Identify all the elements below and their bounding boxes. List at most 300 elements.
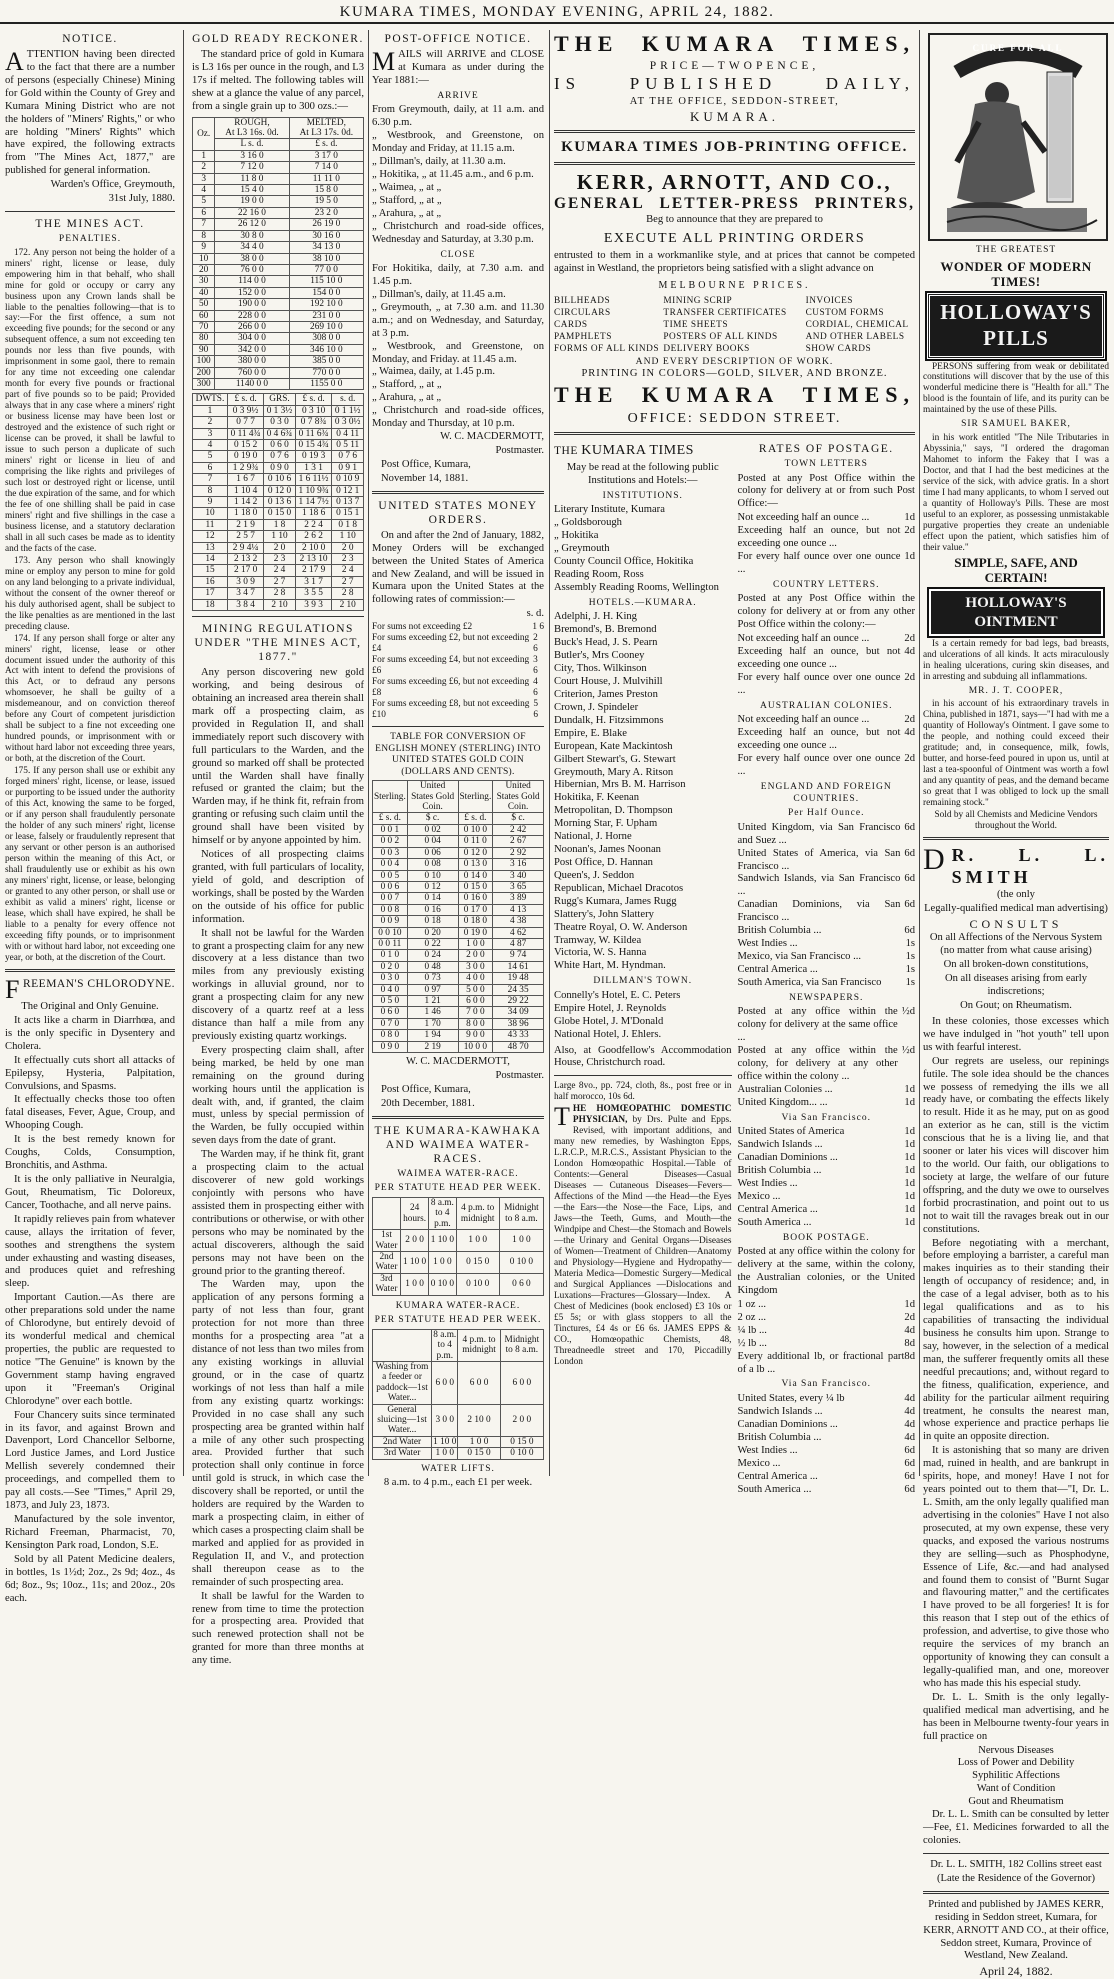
chlorodyne-text: It effectually cuts short all attacks of Epilepsy, Hysteria, Palpitation, Convulsions, and Spasms. bbox=[5, 1054, 175, 1092]
kerr-arnott-heading: KERR, ARNOTT, AND CO., bbox=[576, 169, 893, 194]
conversion-row: 0 0 6 0 12 0 15 0 3 65 bbox=[373, 881, 544, 892]
holloway-illustration bbox=[927, 32, 1105, 242]
ounce-row: 300 1140 0 0 1155 0 0 bbox=[193, 378, 364, 389]
arrive-line: From Greymouth, daily, at 11 a.m. and 6.30 p.m. bbox=[372, 104, 544, 129]
mines-act-heading: THE MINES ACT. bbox=[35, 218, 145, 231]
smith-line: On all Affections of the Nervous System (no matter from what cause arising) bbox=[929, 932, 1103, 957]
ounce-row: 90 342 0 0 346 10 0 bbox=[193, 344, 364, 355]
melbourne-prices: MELBOURNE PRICES. bbox=[658, 279, 811, 291]
money-orders-text: On and after the 2nd of January, 1882, Money Orders will be exchanged between the United States of America and New Zealand, and will be issued in Kumara upon the United States at the following rates of commission:— bbox=[372, 529, 544, 606]
section-175: 175. If any person shall use or exhibit any forged miners' right, license, or lease, issued or purporting to be issued under the authority of this Act, knowing the same to be forged, or if any person shall fraudulently personate the holder of any such miners' right, license or lease, falsely or fraudulently represent that any servant or other person is an authorised person within the meaning of this Act, or shall fraudulently use or exhibit as his own any miners' right, license, or lease, belonging or granted to any other person, or shall use or exhibit as valid a miners' right, license or lease, which shall have expired, he shall be liable to a penalty for every offence not exceeding fifty pounds, or to imprisonment with or without hard labor, not exceeding one year, or both, at the discretion of the Court. bbox=[5, 766, 175, 963]
waimea-row: 2nd Water 1 10 0 1 0 0 0 15 0 0 10 0 bbox=[373, 1251, 544, 1273]
conversion-title: Postmaster. bbox=[495, 1069, 544, 1081]
hotel-item: Dundalk, H. Fitzsimmons bbox=[554, 714, 664, 726]
smith-text: Our regrets are useless, our repinings futile. The sole idea should be the chances we possess of remedying the ills we all ready have, or combating the effects likely to result. Hide it as he may, put on as good an exterior as he can, still is the victim conscious that he is a living lie, and that sooner or later his vices will discover him to the world. Our faith, our obligations to society at large, the welfare of our future offspring, and the duty we owe to ourselves forbid procrastination, and point out to us not to wait till the ravages break out in our constitutions. bbox=[923, 1055, 1109, 1235]
close-line: „ Westbrook, and Greenstone, on Monday, and Friday. at 11.45 a.m. bbox=[372, 340, 544, 365]
hotel-item: Tramway, W. Kildea bbox=[554, 934, 642, 946]
postage-rate: 2 oz ... 2d bbox=[737, 1311, 915, 1323]
postage-rate: Mexico ... 6d bbox=[737, 1457, 915, 1469]
conversion-row: 0 8 0 1 94 9 0 0 43 33 bbox=[373, 1030, 544, 1041]
notice-heading: NOTICE. bbox=[62, 33, 118, 45]
dwt-row: 7 1 6 7 0 10 6 1 6 11½ 0 10 9 bbox=[193, 474, 364, 485]
hotel-item: Crown, J. Spindeler bbox=[554, 701, 639, 713]
close-line: „ Greymouth, „ at 7.30 a.m. and 11.30 a.m.; and on Wednesday, and Saturday, at 3 p.m. bbox=[372, 301, 544, 339]
imprint-date: April 24, 1882. bbox=[979, 1964, 1053, 1979]
conversion-row: 0 0 2 0 04 0 11 0 2 67 bbox=[373, 836, 544, 847]
kumara-race-table: 8 a.m. to 4 p.m. 4 p.m. to midnight Midnight to 8 a.m. Washing from a feeder or paddock—1st Water... 6 0 0 6 0 0 6 0 0 General sluicing—1st Water... 3 0 0 2 10 0 2 0 0 2nd Water 1 10 0 1 0 0 0 15 0 3rd Water 1 0 0 0 15 0 0 10 0 bbox=[372, 1329, 544, 1460]
hotel-item: Theatre Royal, O. W. Anderson bbox=[554, 921, 688, 933]
kumara-race-row: General sluicing—1st Water... 3 0 0 2 10 0 2 0 0 bbox=[373, 1404, 544, 1436]
notice-date: 31st July, 1880. bbox=[108, 193, 175, 205]
ounce-row: 30 114 0 0 115 10 0 bbox=[193, 276, 364, 287]
postage-rate: United States, every ¼ lb 4d bbox=[737, 1393, 915, 1405]
hotel-item: Court House, J. Mulvihill bbox=[554, 676, 663, 688]
postage-rate: Sandwich Islands, via San Francisco ... 6d bbox=[737, 873, 915, 898]
smith-text: Dr. L. L. Smith can be consulted by letter—Fee, £1. Medicines forwarded to all the colonies. bbox=[923, 1809, 1109, 1846]
conversion-row: 0 0 1 0 02 0 10 0 2 42 bbox=[373, 824, 544, 835]
close-line: „ Waimea, daily, at 1.45 p.m. bbox=[372, 366, 496, 378]
postage-rate: Sandwich Islands ... 1d bbox=[737, 1139, 915, 1151]
hotel-item: Republican, Michael Dracotos bbox=[554, 882, 684, 894]
section-174: 174. If any person shall forge or alter any miners' right, license, lease or other document issued under the authority of this Act with intent to defend the provisions of this Act, or to defraud any persons whomsoever, he shall be guilty of a misdemeanour, and on conviction thereof before any Court of competent jurisdiction shall be subject to a fine not exceeding one hundred pounds, or imprisonment with or without hard labor not exceeding three years, or both, at the discretion of the Court. bbox=[5, 633, 175, 765]
kumara-race-subheading: PER STATUTE HEAD PER WEEK. bbox=[374, 1315, 542, 1326]
institution-item: „ Hokitika bbox=[554, 530, 599, 542]
smith-line: On Gout; on Rheumatism. bbox=[960, 999, 1072, 1011]
ounce-row: 20 76 0 0 77 0 0 bbox=[193, 264, 364, 275]
conversion-table: Sterling. United States Gold Coin. Sterling. United States Gold Coin. £ s. d. $ c. £ s. d. $ c. 0 0 1 0 02 0 10 0 2 42 0 0 2 0 04 0 11 0 2 67 0 0 3 0 06 0 12 0 2 92 0 0 4 0 08 0 13 0 3 16 0 0 5 0 10 0 14 0 3 40 0 0 6 0 12 0 15 0 3 65 0 0 7 0 14 0 16 0 3 89 0 0 8 0 16 0 17 0 4 13 0 0 9 0 18 0 18 0 4 38 0 0 10 0 20 0 19 0 4 62 0 0 11 0 22 1 0 0 4 87 0 1 0 0 24 2 0 0 9 74 0 2 0 0 48 3 0 0 14 61 0 3 0 0 73 4 0 0 19 48 0 4 0 0 97 5 0 0 24 35 0 5 0 1 21 6 0 0 29 22 0 6 0 1 46 7 0 0 34 09 0 7 0 1 70 8 0 0 38 96 0 8 0 1 94 9 0 0 43 33 0 9 0 2 19 10 0 0 48 70 bbox=[372, 780, 544, 1053]
kumara-times-title: THE KUMARA TIMES, bbox=[554, 31, 915, 56]
job-type: DELIVERY BOOKS bbox=[663, 343, 750, 354]
kumara-line: KUMARA. bbox=[689, 109, 780, 125]
close-line: „ Arahura, „ at „ bbox=[372, 392, 442, 404]
column-rule bbox=[183, 30, 184, 1476]
postage-rate: United States of America, via San Francisco ... 6d bbox=[737, 847, 915, 872]
dwt-row: 11 2 1 9 1 8 2 2 4 0 1 8 bbox=[193, 519, 364, 530]
conversion-row: 0 2 0 0 48 3 0 0 14 61 bbox=[373, 961, 544, 972]
postage-rate: ½ lb ... 8d bbox=[737, 1337, 915, 1349]
ounce-row: 60 228 0 0 231 0 0 bbox=[193, 310, 364, 321]
smith-text: It is astonishing that so many are driven mad, ruined in health, and are bankrupt in spirits, hope, and money! Have I not for years pointed out to them that—"I, Dr. L. L. Smith, am the only legally qualified man advertising in the colonies" Have I not also prosecuted, at my own expense, these very quacks, and exposed the various nostrums they are selling—such as Phosphodyne, Essence of Life, &c.—and had analysed and found them to consist of "Burnt Sugar and flavouring matter," and the certificates I have proved to be all forgeries! It is for this reason that I step out of the ethics of profession, and advertise, to give those who require the services of my branch an opportunity of knowing they can consult a legally-qualified man, and one, moreover who has made this his especial study. bbox=[923, 1445, 1109, 1689]
hotel-item: Criterion, James Preston bbox=[554, 689, 658, 700]
hotel-item: Hibernian, Mrs B. M. Harrison bbox=[554, 779, 686, 791]
smith-text: Before negotiating with a merchant, before employing a barrister, a careful man makes inquiries as to their standing their length of occupancy of residence; and, in the case of a legal adviser, both as to his legal qualifications and as to his capabilities of transacting the individual business he consults him upon. Strange to say, however, in the selection of a medical man, the sufferer frequently omits all these needful precautions; and, without regard to the fitness, qualification, experience, and ability for the particular ailment requiring treatment, he consults the nearest man, whose experience and practice perhaps lie in quite an opposite direction. bbox=[923, 1237, 1109, 1443]
dwt-row: 2 0 7 7 0 3 0 0 7 8¾ 0 3 0½ bbox=[193, 417, 364, 428]
ounce-row: 4 15 4 0 15 8 0 bbox=[193, 185, 364, 196]
postmaster-title: Postmaster. bbox=[495, 444, 544, 456]
postage-rate: Posted at any office within the colony for delivery at the same office ... ½d bbox=[737, 1006, 915, 1044]
kumara-race-row: 2nd Water 1 10 0 1 0 0 0 15 0 bbox=[373, 1436, 544, 1447]
baker-text: in his work entitled "The Nile Tributaries in Abyssinia," says, "I ordered the dragoman Mahomet to inform the Fakey that I was a Doctor, and that I had the best medicines at the service of the sick, with advice gratis. In a short time I had many applicants, to whom I served out a quantity of Holloway's Pills. These are most useful to an explorer, as possessing unmistakable purgative properties they create an undeniable effect upon the patient, which satisfies him of their value." bbox=[923, 432, 1109, 553]
hotel-item: Empire, E. Blake bbox=[554, 727, 627, 739]
ounce-row: 6 22 16 0 23 2 0 bbox=[193, 207, 364, 218]
ounce-row: 2 7 12 0 7 14 0 bbox=[193, 162, 364, 173]
postage-rate: British Columbia ... 1d bbox=[737, 1165, 915, 1177]
hotels-list bbox=[554, 611, 732, 973]
postage-rate: Canadian Dominions ... 4d bbox=[737, 1418, 915, 1430]
every-description: AND EVERY DESCRIPTION OF WORK. bbox=[635, 355, 834, 367]
regulation-text: Notices of all prospecting claims granted, with full particulars of locality, yield of gold, and description of workings, shall be posted by the Warden on the outside of his office for public information. bbox=[192, 849, 364, 925]
section-172: 172. Any person not being the holder of a miners' right, license or lease, duly empowering him in that behalf, who shall mine for gold or occupy or carry any business upon any Crown lands shall be liable to the penalties following—that is to say:—For the first offence, a sum not exceeding five pounds; for the second or any subsequent offence, a sum not exceeding ten pounds nor less than five pounds, with imprisonment in some gaol, there to remain for any time not exceeding one calendar month for every five pounds or fractional part of five pounds so to be paid; Provided always that in any case where a miners' right or business license may have been lost or destroyed and the existence of such right or license can be proved, it shall be lawful to issue to such person a duplicate of such miners' right or license in lieu of and comprising the like rights and privileges of such lost or destroyed right or license, until the due expiration of the same, and for which the fee of one shilling shall be paid in case miners' right and five shillings in the case a business license, and a statutory declaration shall in all such cases be made as to identity and the facts of the case. bbox=[5, 247, 175, 554]
hotel-item: Greymouth, Mary A. Ritson bbox=[554, 766, 674, 778]
arrive-line: „ Hokitika, „ at 11.45 a.m., and 6 p.m. bbox=[372, 168, 534, 180]
dillman-heading: DILLMAN'S TOWN. bbox=[593, 976, 693, 987]
postage-rate: 1 oz ... 1d bbox=[737, 1298, 915, 1310]
conversion-heading: TABLE FOR CONVERSION OF ENGLISH MONEY (STERLING) INTO UNITED STATES GOLD COIN (DOLLARS AND CENTS). bbox=[375, 731, 541, 777]
smith-disease-item: Gout and Rheumatism bbox=[968, 1796, 1064, 1808]
dwt-row: 13 2 9 4¼ 2 0 2 10 0 2 0 bbox=[193, 542, 364, 553]
chlorodyne-text: It is the best remedy known for Coughs, Colds, Consumption, Bronchitis, and Asthma. bbox=[5, 1134, 175, 1172]
chlorodyne-text: It effectually checks those too often fatal diseases, Fever, Ague, Croup, and Whooping Cough. bbox=[5, 1094, 175, 1132]
conversion-row: 0 0 4 0 08 0 13 0 3 16 bbox=[373, 859, 544, 870]
ounce-row: 80 304 0 0 308 0 0 bbox=[193, 333, 364, 344]
job-printing-heading: KUMARA TIMES JOB-PRINTING OFFICE. bbox=[561, 139, 908, 156]
conversion-row: 0 3 0 0 73 4 0 0 19 48 bbox=[373, 973, 544, 984]
ounce-row: 10 38 0 0 38 10 0 bbox=[193, 253, 364, 264]
postage-rate: Central America ... 1d bbox=[737, 1203, 915, 1215]
smith-heading: D R. L. L. SMITH bbox=[923, 842, 1109, 887]
job-type: CUSTOM FORMS bbox=[805, 307, 885, 318]
postage-rate: Mexico ... 1d bbox=[737, 1190, 915, 1202]
postage-rate: Posted at any office within the colony, for delivery at any other office within the colony ... ½d bbox=[737, 1045, 915, 1082]
chlorodyne-text: It acts like a charm in Diarrhœa, and is the only specific in Dysentery and Cholera. bbox=[5, 1014, 175, 1052]
close-heading: CLOSE bbox=[440, 249, 476, 260]
chlorodyne-text: It is the only palliative in Neuralgia, Gout, Rheumatism, Tic Doloreux, Cancer, Toothache, and all nerve pains. bbox=[5, 1174, 175, 1211]
waimea-subheading: PER STATUTE HEAD PER WEEK. bbox=[374, 1183, 542, 1194]
ounce-row: 8 30 8 0 30 16 0 bbox=[193, 230, 364, 241]
hotel-item: Post Office, D. Hannan bbox=[554, 856, 653, 868]
smith-only: (the only bbox=[997, 888, 1035, 900]
conversion-row: 0 0 5 0 10 0 14 0 3 40 bbox=[373, 870, 544, 881]
postage-rate: Not exceeding half an ounce ... 2d bbox=[737, 633, 915, 645]
conversion-row: 0 0 3 0 06 0 12 0 2 92 bbox=[373, 847, 544, 858]
hotels-heading: HOTELS.—KUMARA. bbox=[588, 597, 697, 608]
institution-item: County Council Office, Hokitika bbox=[554, 556, 694, 568]
postage-heading: RATES OF POSTAGE. bbox=[758, 442, 894, 455]
regulation-text: The Warden may, if he think fit, grant a prospecting claim to the actual discoverer of new gold workings conjointly with persons who have assisted them in prospecting either with contributions or otherwise, or with other persons who may be nominated by the actual discoverers, although the said persons may not have been on the ground prior to the granting thereof. bbox=[192, 1149, 364, 1277]
price-line: PRICE—TWOPENCE, bbox=[649, 59, 820, 72]
postage-rate: For every half ounce over one ounce ... 2d bbox=[737, 672, 915, 696]
cure-for-all-banner: CURE FOR ALL bbox=[972, 43, 1064, 53]
institution-item: „ Greymouth bbox=[554, 543, 610, 555]
money-order-rate: For sums not exceeding £2 1 6 bbox=[372, 622, 544, 633]
hotel-item: Morning Star, F. Upham bbox=[554, 818, 658, 830]
consults-heading: CONSULTS bbox=[969, 916, 1063, 931]
post-office-intro: MAILS will ARRIVE and CLOSE at Kumara as under during the Year 1881:— bbox=[372, 47, 544, 86]
job-type: SHOW CARDS bbox=[805, 343, 872, 354]
postage-rate: United States of America 1d bbox=[737, 1126, 915, 1138]
cooper-text: in his account of his extraordinary travels in China, published in 1871, says—"I had with me a quantity of Holloway's Ointment. I gave some to the people, and nothing could exceed their gratitude; and, in consequence, milk, fowls, butter, and horse-feed poured in upon us, until at last a tea-spoonful of Ointment was worth a fowl and any quantity of peas, and the demand became so great that I was obliged to lock up the small remaining stock." bbox=[923, 699, 1109, 809]
institution-item: „ Goldsborough bbox=[554, 517, 622, 529]
kumara-times-title-2: THE KUMARA TIMES, bbox=[554, 382, 915, 408]
dwt-row: 17 3 4 7 2 8 3 5 5 2 8 bbox=[193, 588, 364, 599]
arrive-line: „ Arahura, „ at „ bbox=[372, 207, 442, 219]
smith-address: Dr. L. L. SMITH, 182 Collins street east bbox=[930, 1858, 1102, 1870]
dwt-row: 15 2 17 0 2 4 2 17 9 2 4 bbox=[193, 565, 364, 576]
dwt-row: 3 0 11 4¾ 0 4 6¾ 0 11 6¾ 0 4 11 bbox=[193, 428, 364, 439]
postage-rate: South America ... 1d bbox=[737, 1216, 915, 1228]
dwt-row: 6 1 2 9¾ 0 9 0 1 3 1 0 9 1 bbox=[193, 462, 364, 473]
job-type: CORDIAL, CHEMICAL bbox=[805, 319, 909, 330]
kumara-race-row: Washing from a feeder or paddock—1st Water... 6 0 0 6 0 0 6 0 0 bbox=[373, 1361, 544, 1404]
institution-item: Assembly Reading Rooms, Wellington bbox=[554, 581, 719, 593]
smith-line: On all broken-down constitutions, bbox=[943, 959, 1089, 971]
pills-text: PERSONS suffering from weak or debilitated constitutions will discover that by the use of this wonderful medicine there is "Health for all." The blood is the fountain of life, and its purity can be maintained by the use of these Pills. bbox=[923, 361, 1109, 416]
postage-rate: Exceeding half an ounce, but not exceeding one ounce ... 4d bbox=[737, 727, 915, 752]
hotel-item: Hokitika, F. Keenan bbox=[554, 792, 640, 804]
regulation-text: It shall not be lawful for the Warden to grant a prospecting claim for any new discovery at a less distance than two miles from any previously existing workings in alluvial ground, nor to grant a prospecting claim for any new discovery of a quartz reef at a less distance than half a mile from any previously existing quartz workings. bbox=[192, 927, 364, 1042]
chlorodyne-text: Four Chancery suits since terminated in its favor, and against Brown and Davenport, Lord Chancellor Selborne, Lord Justice James, and Lord Justice Mellish severely condemned their proceedings, and compelled them to pay all costs.—See "Times," April 29, 1873, and July 23, 1873. bbox=[5, 1409, 175, 1512]
smith-disease-item: Nervous Diseases bbox=[978, 1744, 1054, 1756]
masthead: KUMARA TIMES, MONDAY EVENING, APRIL 24, 1882. bbox=[0, 0, 1114, 24]
job-type: TIME SHEETS bbox=[663, 319, 729, 330]
conversion-row: 0 0 7 0 14 0 16 0 3 89 bbox=[373, 893, 544, 904]
dillman-hotel-item: Connelly's Hotel, E. C. Peters bbox=[554, 989, 681, 1001]
ounce-row: 1 3 16 0 3 17 0 bbox=[193, 150, 364, 161]
water-races-heading: THE KUMARA-KAWHAKA AND WAIMEA WATER-RACES. bbox=[374, 1124, 542, 1165]
hotel-item: National, J. Horne bbox=[554, 831, 632, 843]
money-order-rate: For sums exceeding £6, but not exceeding £8 4 6 bbox=[372, 677, 538, 699]
chlorodyne-text: Manufactured by the sole inventor, Richard Freeman, Pharmacist, 70, Kensington Park road, London, S.E. bbox=[5, 1513, 175, 1551]
institutions-list bbox=[554, 504, 732, 594]
job-type: FORMS OF ALL KINDS bbox=[554, 343, 660, 354]
greatest-text: THE GREATEST bbox=[975, 245, 1057, 255]
conversion-row: 0 1 0 0 24 2 0 0 9 74 bbox=[373, 950, 544, 961]
institution-item: Reading Room, Ross bbox=[554, 569, 644, 581]
gold-reckoner-heading: GOLD READY RECKONER. bbox=[192, 33, 364, 45]
ounce-row: 3 11 8 0 11 11 0 bbox=[193, 173, 364, 184]
smith-disease-item: Syphilitic Affections bbox=[972, 1770, 1060, 1782]
postage-rate: ¼ lb ... 4d bbox=[737, 1324, 915, 1336]
smith-disease-item: Loss of Power and Debility bbox=[957, 1757, 1075, 1769]
job-type: PAMPHLETS bbox=[554, 331, 612, 342]
arrive-line: „ Stafford, „ at „ bbox=[372, 194, 442, 206]
job-types bbox=[554, 296, 915, 355]
column-2 bbox=[189, 30, 367, 1667]
postage-rate: West Indies ... 1s bbox=[737, 938, 915, 950]
conversion-row: 0 7 0 1 70 8 0 0 38 96 bbox=[373, 1018, 544, 1029]
homeopathic-ad: THE HOMŒOPATHIC DOMESTIC PHYSICIAN, by Drs. Pulte and Epps. Revised, with important additions, and many new remedies, by Washington Epps, L.R.C.P., M.R.C.S., Assistant Physician to the London Homœopathic Hospital.—Table of Contents:—General Diseases—Casual Diseases — Cutaneous Diseases—Fevers—Affections of the Mind —the Head—the Eyes—the Ears—the Nose—the Face, Lips, and Jaws—the Teeth, Gums, and Mouth—the Windpipe and Chest—the Stomach and Bowels—the Urinary and Genital Organs—Diseases of Women—Treatment of Children—Anatomy and Physiology—Hygiene and Hydropathy—Materia Medica—Domestic Surgery—Medical and Surgical Appliances —Dislocations and Luxations—Fractures—Glossary—Index. A Chest of Medicines (book enclosed) £3 10s or £5 5s; or with glass stoppers to all the Tinctures, £4 4s or £6 6s. JAMES EPPS & CO., Homœopathic Chemists, 48, Threadneedle street and 170, Piccadilly London bbox=[554, 1102, 732, 1367]
close-line: For Hokitika, daily, at 7.30 a.m. and 1.45 p.m. bbox=[372, 263, 544, 287]
dillman-hotel-item: Globe Hotel, J. M'Donald bbox=[554, 1015, 664, 1027]
dwt-row: 5 0 19 0 0 7 6 0 19 3 0 7 6 bbox=[193, 451, 364, 462]
published-line: IS PUBLISHED DAILY, bbox=[554, 73, 915, 93]
dwt-row: 18 3 8 4 2 10 3 9 3 2 10 bbox=[193, 599, 364, 610]
waimea-table: 24 hours. 8 a.m. to 4 p.m. 4 p.m. to midnight Midnight to 8 a.m. 1st Water 2 0 0 1 10 0 1 0 0 1 0 0 2nd Water 1 10 0 1 0 0 0 15 0 0 10 0 3rd Water 1 0 0 0 10 0 0 10 0 0 6 0 bbox=[372, 1197, 544, 1296]
hotel-item: City, Thos. Wilkinson bbox=[554, 663, 647, 675]
conversion-row: 0 5 0 1 21 6 0 0 29 22 bbox=[373, 995, 544, 1006]
post-office-heading: POST-OFFICE NOTICE. bbox=[384, 33, 532, 45]
dwt-row: 4 0 15 2 0 6 0 0 15 4¾ 0 5 11 bbox=[193, 440, 364, 451]
execute-line: EXECUTE ALL PRINTING ORDERS bbox=[603, 230, 866, 246]
conversion-date: 20th December, 1881. bbox=[381, 1097, 475, 1109]
smith-text: In these colonies, those excesses which we have indulged in "hot youth" tell upon us with fearful interest. bbox=[923, 1015, 1109, 1053]
goodfellow-text: Also, at Goodfellow's Accommodation House, Christchurch road. bbox=[554, 1044, 732, 1069]
postage-rate: Sandwich Islands ... 4d bbox=[737, 1405, 915, 1417]
water-lifts-text: 8 a.m. to 4 p.m., each £1 per week. bbox=[383, 1477, 533, 1489]
notice-signature: Warden's Office, Greymouth, bbox=[50, 179, 175, 191]
hotel-item: Bremond's, B. Bremond bbox=[554, 624, 657, 636]
ounce-row: 5 19 0 0 19 5 0 bbox=[193, 196, 364, 207]
imprint: Printed and published by JAMES KERR, residing in Seddon street, Kumara, for KERR, ARNOTT AND CO., at their office, Seddon street, Kumara, Province of Westland, New Zealand. bbox=[923, 1898, 1109, 1962]
postage-rate: Central America ... 1s bbox=[737, 963, 915, 975]
postage-rate: British Columbia ... 6d bbox=[737, 925, 915, 937]
job-type: AND OTHER LABELS bbox=[805, 331, 905, 342]
announce-text: Beg to announce that they are prepared to bbox=[646, 214, 823, 226]
arrive-line: „ Christchurch and road-side offices, Wednesday and Saturday, at 3.30 p.m. bbox=[372, 220, 544, 245]
ounce-row: 200 760 0 0 770 0 0 bbox=[193, 367, 364, 378]
arrive-list bbox=[372, 104, 544, 246]
institutions-heading: INSTITUTIONS. bbox=[602, 490, 683, 501]
letterpress-line: GENERAL LETTER-PRESS PRINTERS, bbox=[554, 195, 915, 213]
conversion-row: 0 6 0 1 46 7 0 0 34 09 bbox=[373, 1007, 544, 1018]
ounce-row: 50 190 0 0 192 10 0 bbox=[193, 299, 364, 310]
chlorodyne-text: Sold by all Patent Medicine dealers, in bottles, 1s 1½d; 2oz., 2s 9d; 4oz., 4s 6d; 8oz., 9s; 10oz., 11s; and 20oz., 20s each. bbox=[5, 1553, 175, 1604]
chlorodyne-heading: FREEMAN'S CHLORODYNE. bbox=[5, 974, 175, 1004]
dwt-row: 8 1 10 4 0 12 0 1 10 9¾ 0 12 1 bbox=[193, 485, 364, 496]
postage-rate: West Indies ... 1d bbox=[737, 1177, 915, 1189]
holloways-pills-banner: HOLLOWAY'S PILLS bbox=[927, 293, 1105, 358]
office-seddon: OFFICE: SEDDON STREET. bbox=[627, 410, 842, 426]
dwt-row: 10 1 18 0 0 15 0 1 18 6 0 15 1 bbox=[193, 508, 364, 519]
postage-rate: Central America ... 6d bbox=[737, 1470, 915, 1482]
hotel-item: White Hart, M. Hyndman. bbox=[554, 960, 666, 972]
ounce-row: 9 34 4 0 34 13 0 bbox=[193, 242, 364, 253]
postage-rate: South America ... 6d bbox=[737, 1483, 915, 1495]
postage-rate: Not exceeding half an ounce ... 2d bbox=[737, 714, 915, 726]
ounce-row: 40 152 0 0 154 0 0 bbox=[193, 287, 364, 298]
conversion-signature: W. C. MACDERMOTT, bbox=[406, 1056, 510, 1068]
wonder-heading: WONDER OF MODERN TIMES! bbox=[940, 258, 1092, 290]
job-type: MINING SCRIP bbox=[663, 296, 733, 307]
job-type: TRANSFER CERTIFICATES bbox=[663, 307, 787, 318]
column-3 bbox=[369, 30, 547, 1489]
postage-rate: Australian Colonies ... 1d bbox=[737, 1083, 915, 1095]
kumara-times-readers: THE KUMARA TIMES May be read at the following public Institutions and Hotels:— INSTITUTIONS. Literary Institute, Kumara „ Goldsborough „ Hokitika „ Greymouth County Council Office, Hokitika Reading Room, Ross Assembly Reading Rooms, Wellington HOTELS.—KUMARA. Adelphi, J. H. King Bremond's, B. Bremond Buck's Head, J. S. Pearn Butler's, Mrs Cooney City, Thos. Wilkinson Court House, J. Mulvihill Criterion, James Preston Crown, J. Spindeler Dundalk, H. Fitzsimmons Empire, E. Blake European, Kate Mackintosh Gilbert Stewart's, G. Stewart Greymouth, Mary A. Ritson Hibernian, Mrs B. M. Harrison Hokitika, F. Keenan Metropolitan, D. Thompson Morning Star, F. Upham National, J. Horne Noonan's, James Noonan Post Office, D. Hannan Queen's, J. Seddon Republican, Michael Dracotos Rugg's Kumara, James Rugg Slattery's, John Slattery Theatre Royal, O. W. Anderson Tramway, W. Kildea Victoria, W. S. Hanna White Hart, M. Hyndman. DILLMAN'S TOWN. Connelly's Hotel, E. C. Peters Empire Hotel, J. Reynolds Globe Hotel, J. M'Donald National Hotel, J. Ehlers. Also, at Goodfellow's Accommodation House, Christchurch road. Large 8vo., pp. 724, cloth, 8s., post free or in half morocco, 10s 6d. THE HOMŒOPATHIC DOMESTIC PHYSICIAN, by Drs. Pulte and Epps. Revised, with important additions, and many new remedies, by Washington Epps, L.R.C.P., M.R.C.S., Assistant Physician to the London Homœopathic Hospital.—Table of Contents:—General Diseases—Casual Diseases — Cutaneous Diseases—Fevers—Affections of the Mind —the Head—the Eyes—the Ears—the Nose—the Face, Lips, and Jaws—the Teeth, Gums, and Mouth—the Windpipe and Chest—the Stomach and Bowels—the Urinary and Genital Organs—Diseases of Women—Treatment of Children—Anatomy and Physiology—Hygiene and Hydropathy—Materia Medica—Domestic Surgery—Medical and Surgical Appliances —Dislocations and Luxations—Fractures—Glossary—Index. A Chest of Medicines (book enclosed) £3 10s or £5 5s; or with glass stoppers to all the Tinctures, £4 4s or £6 6s. JAMES EPPS & CO., Homœopathic Chemists, 48, Threadneedle street and 170, Piccadilly London bbox=[554, 442, 732, 1367]
money-order-rate: For sums exceeding £8, but not exceeding £10 5 6 bbox=[372, 699, 539, 720]
hotel-item: Buck's Head, J. S. Pearn bbox=[554, 637, 658, 649]
gold-reckoner-intro: The standard price of gold in Kumara is L3 16s per ounce in the rough, and L3 17s if melted. The following tables will shew at a glance the value of any parcel, from a single grain up to 300 ozs.:— bbox=[192, 49, 364, 112]
cooper-heading: MR. J. T. COOPER, bbox=[968, 685, 1064, 696]
conversion-row: 0 4 0 0 97 5 0 0 24 35 bbox=[373, 984, 544, 995]
dwt-row: 14 2 13 2 2 3 2 13 10 2 3 bbox=[193, 554, 364, 565]
smith-legally: Legally-qualified medical man advertising) bbox=[924, 902, 1108, 914]
hotel-item: Adelphi, J. H. King bbox=[554, 611, 637, 623]
regulation-text: It shall be lawful for the Warden to renew from time to time the protection for a prospecting area. Provided that such renewed protection shall not be granted for more than three months at any time. bbox=[192, 1590, 364, 1667]
hotel-item: Queen's, J. Seddon bbox=[554, 869, 635, 881]
close-line: „ Stafford, „ at „ bbox=[372, 379, 442, 391]
money-order-rate: For sums exceeding £2, but not exceeding £4 2 6 bbox=[372, 633, 538, 655]
postage-rate: Not exceeding half an ounce ... 1d bbox=[737, 512, 915, 524]
dwt-row: 9 1 14 2 0 13 6 1 14 7½ 0 13 7 bbox=[193, 497, 364, 508]
arrive-line: „ Dillman's, daily, at 11.30 a.m. bbox=[372, 156, 506, 168]
conversion-row: 0 9 0 2 19 10 0 0 48 70 bbox=[373, 1041, 544, 1052]
smith-text: Dr. L. L. Smith is the only legally-qualified medical man advertising, and he has been in Melbourne twenty-four years in full practice on bbox=[923, 1691, 1109, 1742]
entrusted-text: entrusted to them in a workmanlike style, and at prices that cannot be competed against in Westland, the proprietors being satisfied with a slight advance on bbox=[554, 250, 915, 274]
job-type: INVOICES bbox=[805, 296, 853, 307]
postage-rate: United Kingdom... ... 1d bbox=[737, 1096, 915, 1108]
column-5 bbox=[920, 30, 1112, 1979]
mining-regulations-heading: MINING REGULATIONS UNDER "THE MINES ACT, 1877." bbox=[194, 623, 362, 664]
column-1 bbox=[2, 30, 178, 1604]
conversion-row: 0 0 8 0 16 0 17 0 4 13 bbox=[373, 904, 544, 915]
conversion-place: Post Office, Kumara, bbox=[381, 1083, 471, 1095]
rates-of-postage: RATES OF POSTAGE. TOWN LETTERS Posted at any Post Office within the colony for delivery at or from such Post Office:— Not exceeding half an ounce ... 1d Exceeding half an ounce, but not exceeding one ounce ... 2d For every half ounce over one ounce ... 1d COUNTRY LETTERS. Posted at any Post Office within the colony for delivery at or from any other Post Office within the colony:— Not exceeding half an ounce ... 2d Exceeding half an ounce, but not exceeding one ounce ... 4d For every half ounce over one ounce ... 2d AUSTRALIAN COLONIES. Not exceeding half an ounce ... 2d Exceeding half an ounce, but not exceeding one ounce ... 4d For every half ounce over one ounce ... 2d ENGLAND AND FOREIGN COUNTRIES. Per Half Ounce. United Kingdom, via San Francisco and Suez ... 6d United States of America, via San Francisco ... 6d Sandwich Islands, via San Francisco ... 6d Canadian Dominions, via San Francisco ... 6d British Columbia ... 6d West Indies ... 1s Mexico, via San Francisco ... 1s Central America ... 1s South America, via San Francisco 1s NEWSPAPERS. Posted at any office within the colony for delivery at the same office ... ½d Posted at any office within the colony, for delivery at any other office within the colony ... ½d Australian Colonies ... 1d United Kingdom... ... 1d Via San Francisco. United States of America 1d Sandwich Islands ... 1d Canadian Dominions ... 1d British Columbia ... 1d West Indies ... 1d Mexico ... 1d Central America ... 1d South America ... 1d BOOK POSTAGE. Posted at any office within the colony for delivery at the same, within the colony, the Australian colonies, or the United Kingdom 1 oz ... 1d 2 oz ... 2d ¼ lb ... 4d ½ lb ... 8d Every additional lb, or fractional part of a lb ... 8d Via San Francisco. United States, every ¼ lb 4d Sandwich Islands ... 4d Canadian Dominions ... 4d British Columbia ... 4d West Indies ... 6d Mexico ... 6d Central America ... 6d South America ... 6d bbox=[737, 442, 915, 1495]
column-4 bbox=[551, 30, 918, 1495]
hotel-item: Slattery's, John Slattery bbox=[554, 908, 654, 920]
dillman-hotel-item: National Hotel, J. Ehlers. bbox=[554, 1028, 662, 1040]
conversion-row: 0 0 9 0 18 0 18 0 4 38 bbox=[373, 916, 544, 927]
conversion-row: 0 0 11 0 22 1 0 0 4 87 bbox=[373, 938, 544, 949]
postage-rate: British Columbia ... 4d bbox=[737, 1431, 915, 1443]
arrive-line: „ Westbrook, and Greenstone, on Monday and Friday, at 11.15 a.m. bbox=[372, 130, 544, 155]
baker-heading: SIR SAMUEL BAKER, bbox=[961, 419, 1071, 430]
simple-safe-heading: SIMPLE, SAFE, AND CERTAIN! bbox=[954, 554, 1078, 586]
chlorodyne-text: It rapidly relieves pain from whatever cause, allays the irritation of fever, soothes and strengthens the system under exhausting and wasting diseases, and produces quiet and refreshing sleep. bbox=[5, 1213, 175, 1290]
post-office-date: November 14, 1881. bbox=[381, 472, 469, 484]
conversion-row: 0 0 10 0 20 0 19 0 4 62 bbox=[373, 927, 544, 938]
waimea-heading: WAIMEA WATER-RACE. bbox=[397, 1168, 519, 1179]
chlorodyne-subheading: The Original and Only Genuine. bbox=[21, 1001, 159, 1013]
close-line: „ Christchurch and road-side offices, Monday and Thursday, at 10 p.m. bbox=[372, 405, 544, 430]
arrive-line: „ Waimea, „ at „ bbox=[372, 181, 442, 193]
institution-item: Literary Institute, Kumara bbox=[554, 504, 665, 516]
sold-by-text: Sold by all Chemists and Medicine Vendors throughout the World. bbox=[934, 810, 1098, 832]
money-orders-unit: s. d. bbox=[526, 608, 544, 620]
dwt-table: DWTS. £ s. d. GRS. £ s. d. s. d. 1 0 3 9½ 0 1 3½ 0 3 10 0 1 1½ 2 0 7 7 0 3 0 0 7 8¾ 0 3 0½ 3 0 11 4¾ 0 4 6¾ 0 11 6¾ 0 4 11 4 0 15 2 0 6 0 0 15 4¾ 0 5 11 5 0 19 0 0 7 6 0 19 3 0 7 6 6 1 2 9¾ 0 9 0 1 3 1 0 9 1 7 1 6 7 0 10 6 1 6 11½ 0 10 9 8 1 10 4 0 12 0 1 10 9¾ 0 12 1 9 1 14 2 0 13 6 1 14 7½ 0 13 7 10 1 18 0 0 15 0 1 18 6 0 15 1 11 2 1 9 1 8 2 2 4 0 1 8 12 2 5 7 1 10 2 6 2 1 10 13 2 9 4¼ 2 0 2 10 0 2 0 14 2 13 2 2 3 2 13 10 2 3 15 2 17 0 2 4 2 17 9 2 4 16 3 0 9 2 7 3 1 7 2 7 17 3 4 7 2 8 3 5 5 2 8 18 3 8 4 2 10 3 9 3 2 10 bbox=[192, 393, 364, 611]
water-lifts-heading: WATER LIFTS. bbox=[421, 1463, 495, 1474]
smith-address-note: (Late the Residence of the Governor) bbox=[937, 1872, 1095, 1884]
postage-rate: Canadian Dominions ... 1d bbox=[737, 1152, 915, 1164]
hotel-item: Victoria, W. S. Hanna bbox=[554, 947, 647, 959]
ointment-text: Is a certain remedy for bad legs, bad breasts, and ulcerations of all kinds. It acts miraculously in healing ulcerations, curing skin diseases, and in arresting and subduing all inflammations. bbox=[923, 638, 1109, 682]
hotel-item: European, Kate Mackintosh bbox=[554, 740, 673, 752]
money-orders-heading: UNITED STATES MONEY ORDERS. bbox=[378, 499, 538, 526]
kumara-race-row: 3rd Water 1 0 0 0 15 0 0 10 0 bbox=[373, 1448, 544, 1459]
column-rule bbox=[549, 30, 550, 1476]
readers-intro: May be read at the following public Institutions and Hotels:— bbox=[566, 462, 719, 486]
postage-rate: For every half ounce over one ounce ... 2d bbox=[737, 753, 915, 778]
job-type: CARDS bbox=[554, 319, 588, 330]
colors-line: PRINTING IN COLORS—GOLD, SILVER, AND BRONZE. bbox=[581, 368, 888, 380]
job-type: POSTERS OF ALL KINDS bbox=[663, 331, 778, 342]
dillman-hotel-item: Empire Hotel, J. Reynolds bbox=[554, 1002, 667, 1014]
postmaster-name: W. C. MACDERMOTT, bbox=[440, 431, 544, 443]
regulation-text: Any person discovering new gold working, and being desirous of obtaining an increased area therein shall mark off a prospecting claim, as provided in Regulation II, and shall immediately report such discovery with full particulars to the Warden, and the ground so marked off shall be protected until the Warden shall have finally refused or granted the claim; but the Warden may, if he think fit, refrain from granting or refusing such claim until the ground shall have been visited by himself or by anyone appointed by him. bbox=[192, 667, 364, 847]
hotel-item: Noonan's, James Noonan bbox=[554, 844, 661, 856]
postage-rate: Exceeding half an ounce, but not exceeding one ounce ... 4d bbox=[737, 646, 915, 671]
money-orders-rates bbox=[372, 622, 544, 721]
regulation-text: The Warden may, upon the application of any persons forming a party of not less than four, grant protection for not more than three months for a prospecting area "at a distance of not less than two miles from any existing workings in alluvial ground, or in the case of quartz workings of not less than half a mile from any existing quartz workings: Provided in no case shall any such prospecting area be granted within half a mile of any other such prospecting area. Provided further that such protection shall only continue in force until gold is struck, in which case the discovery shall be reported, or until the holders are required by the Warden to mark a prospecting claim, in either of which cases a prospecting claim shall be marked and applied for as provided in Regulation II, and V., and protection shall thereupon cease as to the remainder of such prospecting area. bbox=[192, 1279, 364, 1588]
holloways-ointment-banner: HOLLOWAY'S OINTMENT bbox=[929, 589, 1103, 636]
dillman-list bbox=[554, 990, 732, 1042]
book-notice: Large 8vo., pp. 724, cloth, 8s., post free or in half morocco, 10s 6d. bbox=[554, 1081, 732, 1103]
smith-line: On all diseases arising from early indiscretions; bbox=[944, 973, 1088, 998]
ounce-row: 7 26 12 0 26 19 0 bbox=[193, 219, 364, 230]
waimea-row: 3rd Water 1 0 0 0 10 0 0 10 0 0 6 0 bbox=[373, 1273, 544, 1295]
hotel-item: Butler's, Mrs Cooney bbox=[554, 650, 645, 662]
ounce-table: Oz. ROUGH, At L3 16s. 0d. MELTED, At L3 17s. 0d. L s. d. £ s. d. 1 3 16 0 3 17 0 2 7 12 0 7 14 0 3 11 8 0 11 11 0 4 15 4 0 15 8 0 5 19 0 0 19 5 0 6 22 16 0 23 2 0 7 26 12 0 26 19 0 8 30 8 0 30 16 0 9 34 4 0 34 13 0 10 38 0 0 38 10 0 20 76 0 0 77 0 0 30 114 0 0 115 10 0 40 152 0 0 154 0 0 50 190 0 0 192 10 0 60 228 0 0 231 0 0 70 266 0 0 269 10 0 80 304 0 0 308 0 0 90 342 0 0 346 10 0 100 380 0 0 385 0 0 200 760 0 0 770 0 0 300 1140 0 0 1155 0 0 bbox=[192, 117, 364, 391]
arrive-heading: ARRIVE bbox=[437, 90, 479, 101]
close-list bbox=[372, 263, 544, 431]
job-type: CIRCULARS bbox=[554, 307, 611, 318]
office-line: AT THE OFFICE, SEDDON-STREET, bbox=[629, 95, 840, 107]
postage-rate: For every half ounce over one ounce ... 1d bbox=[737, 551, 915, 575]
waimea-row: 1st Water 2 0 0 1 10 0 1 0 0 1 0 0 bbox=[373, 1230, 544, 1252]
notice-body: ATTENTION having been directed to the fact that there are a number of persons (especially Chinese) Mining for Gold within the County of Grey and Kumara Mining District who are not the holders of "Miners' Rights," or who are holding "Miners' Rights" which have expired, the following extracts from "The Mines Act, 1877," are published for general information. bbox=[5, 47, 175, 177]
postage-rate: South America, via San Francisco 1s bbox=[737, 976, 915, 988]
money-order-rate: For sums exceeding £4, but not exceeding £6 3 6 bbox=[372, 655, 538, 677]
close-line: „ Dillman's, daily, at 11.45 a.m. bbox=[372, 288, 506, 300]
